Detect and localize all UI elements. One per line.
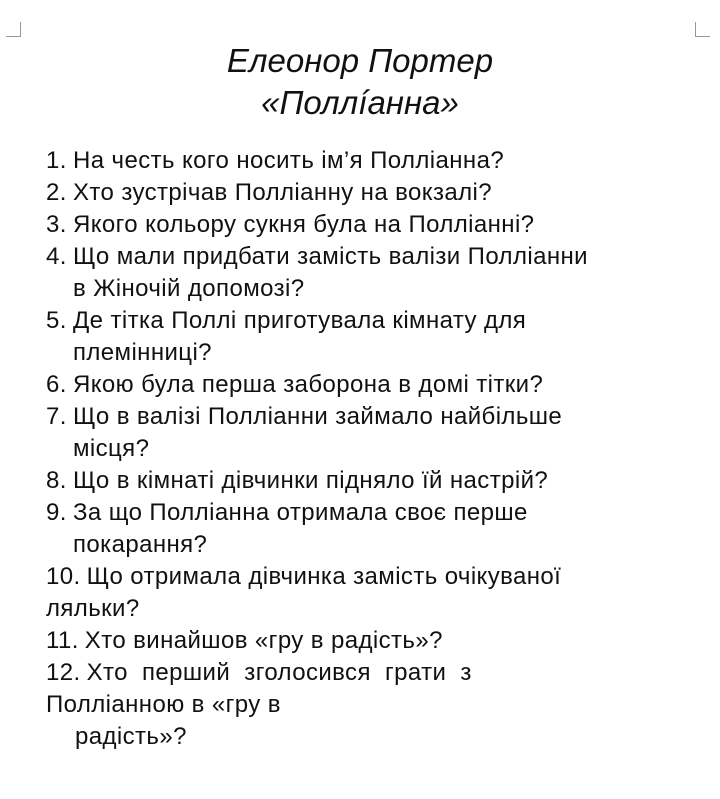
question-text-line [46, 657, 706, 689]
question-number: 9. [46, 499, 67, 526]
question-number: 7. [46, 403, 67, 430]
question-6 [46, 369, 706, 401]
question-number: 10. [46, 563, 81, 590]
question-text: За що Полліанна отримала своє перше [73, 499, 528, 526]
question-number: 1. [46, 147, 67, 174]
question-text-continued: племінниці? [73, 339, 212, 366]
question-text: Що отримала дівчинка замість очікуваної [86, 563, 562, 590]
question-12 [46, 657, 706, 753]
title-block [0, 40, 720, 124]
question-text: Якою була перша заборона в домі тітки? [73, 371, 544, 398]
question-7 [46, 401, 706, 465]
question-text-continued: місця? [73, 435, 150, 462]
question-3 [46, 209, 706, 241]
question-number: 5. [46, 307, 67, 334]
question-text: Хто винайшов «гру в радість»? [84, 627, 443, 654]
question-1 [46, 145, 706, 177]
book-title: «Поллíанна» [261, 84, 459, 121]
question-text-line [46, 561, 706, 593]
question-9 [46, 497, 706, 561]
question-text-continued: ляльки? [46, 595, 140, 622]
question-10 [46, 561, 706, 625]
question-text-continued: Полліанною в «гру в [46, 691, 281, 718]
question-2 [46, 177, 706, 209]
question-number: 3. [46, 211, 67, 238]
question-text-line [46, 625, 706, 657]
question-text: Що мали придбати замість валізи Полліанни [73, 243, 588, 270]
question-text-continued: покарання? [73, 531, 208, 558]
question-text: Хто зустрічав Полліанну на вокзалі? [73, 179, 492, 206]
question-5 [46, 305, 706, 369]
question-text: На честь кого носить ім’я Полліанна? [73, 147, 505, 174]
question-11 [46, 625, 706, 657]
question-number: 6. [46, 371, 67, 398]
question-text-continued: радість»? [75, 723, 187, 750]
author-heading: Елеонор Портер [226, 42, 494, 79]
question-text-continued: в Жіночій допомозі? [73, 275, 305, 302]
question-4 [46, 241, 706, 305]
question-text: Якого кольору сукня була на Полліанні? [73, 211, 535, 238]
question-text: Де тітка Поллі приготувала кімнату для [73, 307, 527, 334]
question-number: 12. [46, 659, 81, 686]
question-number: 2. [46, 179, 67, 206]
crop-mark-top-right [695, 22, 710, 37]
question-number: 8. [46, 467, 67, 494]
question-text: Що в валізі Полліанни займало найбільше [73, 403, 563, 430]
question-list [46, 145, 706, 753]
crop-mark-top-left [6, 22, 21, 37]
question-8 [46, 465, 706, 497]
question-text: Що в кімнаті дівчинки підняло їй настрій? [73, 467, 549, 494]
question-number: 4. [46, 243, 67, 270]
question-number: 11. [46, 627, 79, 654]
question-text: Хто перший зголосився грати з [86, 659, 472, 686]
